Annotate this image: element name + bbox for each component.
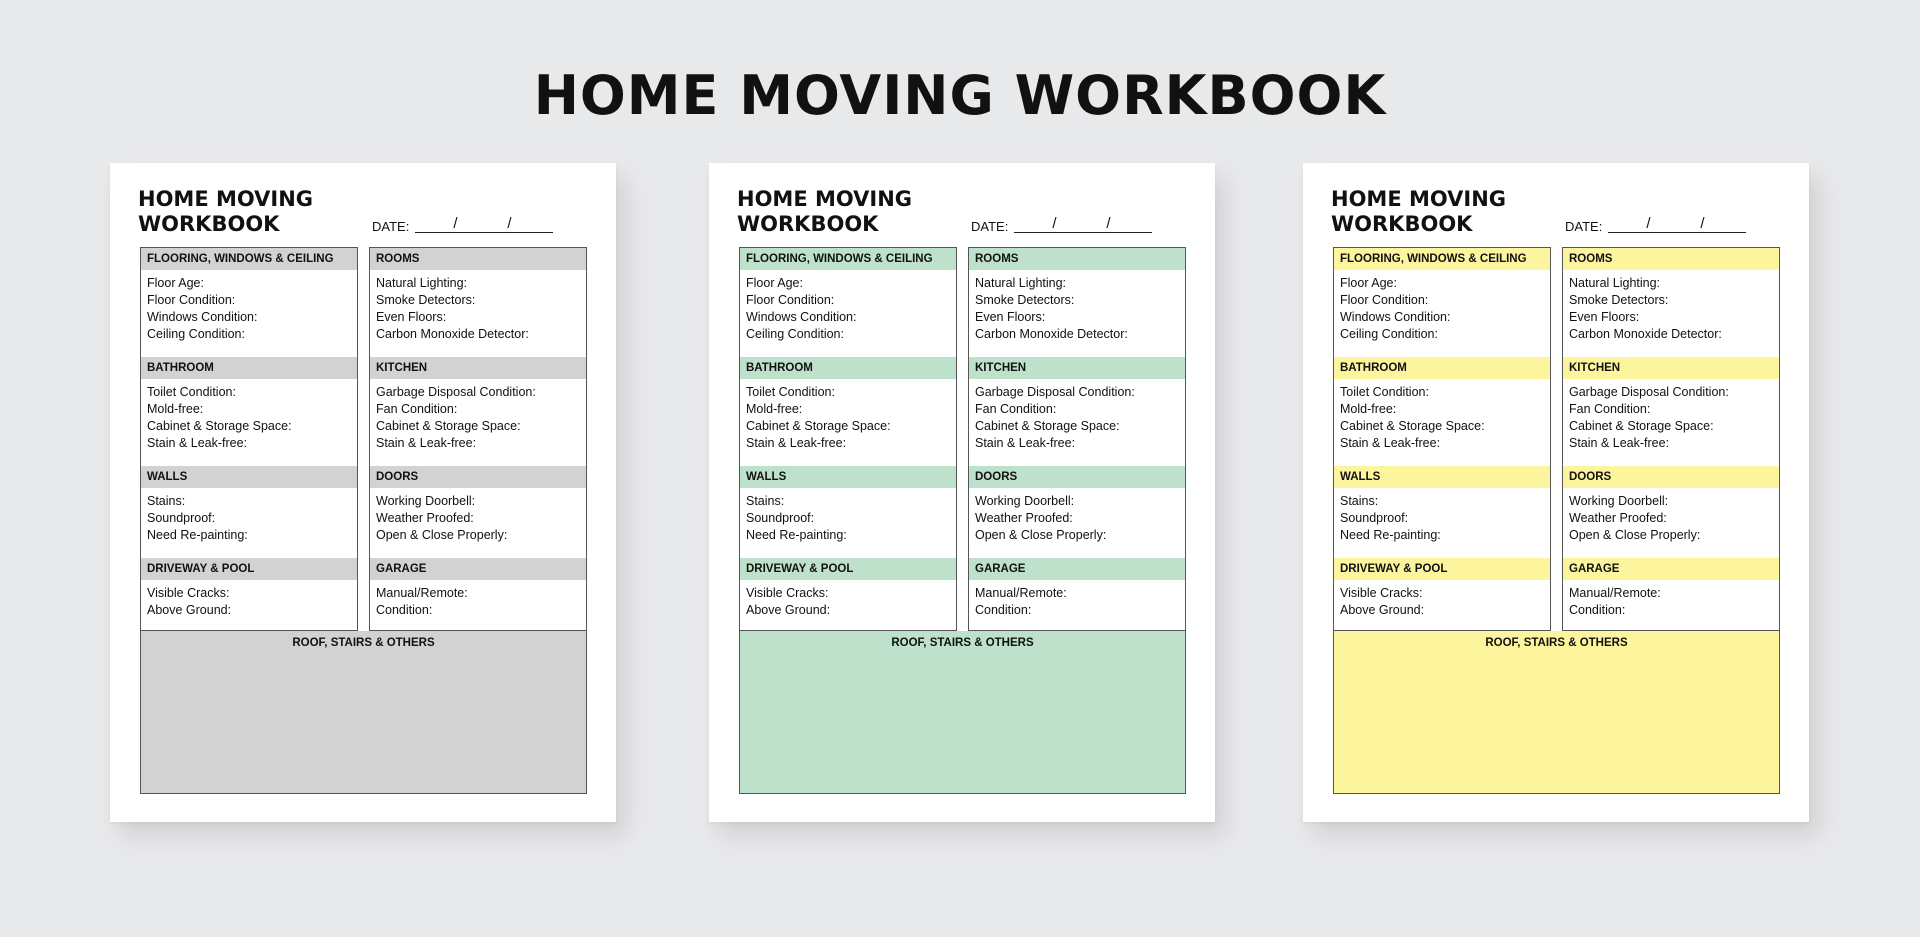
checklist-item[interactable]: Stains: xyxy=(746,494,785,508)
checklist-item[interactable]: Cabinet & Storage Space: xyxy=(147,419,292,433)
checklist-item[interactable]: Windows Condition: xyxy=(147,310,258,324)
checklist-section xyxy=(141,248,357,357)
section-heading: FLOORING, WINDOWS & CEILING xyxy=(740,248,956,270)
section-heading: GARAGE xyxy=(1563,558,1779,580)
section-items xyxy=(141,270,357,357)
section-heading: DOORS xyxy=(370,466,586,488)
section-heading: FLOORING, WINDOWS & CEILING xyxy=(1334,248,1550,270)
checklist-item[interactable]: Carbon Monoxide Detector: xyxy=(975,327,1128,341)
checklist-item[interactable]: Stain & Leak-free: xyxy=(376,436,477,450)
checklist-item[interactable]: Natural Lighting: xyxy=(376,276,468,290)
section-heading: DRIVEWAY & POOL xyxy=(1334,558,1550,580)
section-items xyxy=(1563,379,1779,466)
date-separator: / xyxy=(1646,215,1651,232)
checklist-item[interactable]: Toilet Condition: xyxy=(746,385,835,399)
checklist-grid xyxy=(1333,247,1780,794)
checklist-section xyxy=(1563,357,1779,466)
section-items xyxy=(370,488,586,558)
checklist-item[interactable]: Visible Cracks: xyxy=(746,586,829,600)
section-heading: ROOMS xyxy=(370,248,586,270)
page-title-line1: HOME MOVING xyxy=(737,187,913,211)
date-field[interactable] xyxy=(1565,215,1746,234)
checklist-item[interactable]: Fan Condition: xyxy=(975,402,1057,416)
section-heading: KITCHEN xyxy=(370,357,586,379)
checklist-column-left xyxy=(739,247,957,631)
section-items xyxy=(1334,580,1550,630)
page-title xyxy=(737,187,957,237)
checklist-item[interactable]: Natural Lighting: xyxy=(1569,276,1661,290)
roof-label: ROOF, STAIRS & OTHERS xyxy=(891,637,1034,649)
section-heading: BATHROOM xyxy=(141,357,357,379)
page-title xyxy=(1331,187,1551,237)
date-label: DATE: xyxy=(971,219,1009,234)
checklist-item[interactable]: Windows Condition: xyxy=(1340,310,1451,324)
checklist-item[interactable]: Floor Condition: xyxy=(746,293,835,307)
date-separator: / xyxy=(1052,215,1057,232)
checklist-item[interactable]: Windows Condition: xyxy=(746,310,857,324)
section-items xyxy=(370,379,586,466)
section-items xyxy=(740,270,956,357)
checklist-item[interactable]: Working Doorbell: xyxy=(1569,494,1669,508)
checklist-section xyxy=(141,357,357,466)
section-heading: KITCHEN xyxy=(1563,357,1779,379)
section-items xyxy=(969,580,1185,630)
date-field[interactable] xyxy=(971,215,1152,234)
checklist-item[interactable]: Even Floors: xyxy=(376,310,447,324)
checklist-item[interactable]: Weather Proofed: xyxy=(1569,511,1667,525)
checklist-section xyxy=(969,248,1185,357)
page-title-line2: WORKBOOK xyxy=(737,212,879,236)
checklist-item[interactable]: Smoke Detectors: xyxy=(975,293,1075,307)
worksheet-page-gray xyxy=(110,163,616,822)
roof-label: ROOF, STAIRS & OTHERS xyxy=(292,637,435,649)
section-items xyxy=(1563,488,1779,558)
checklist-item[interactable]: Toilet Condition: xyxy=(147,385,236,399)
section-heading: BATHROOM xyxy=(1334,357,1550,379)
checklist-section xyxy=(1563,248,1779,357)
section-items xyxy=(370,580,586,630)
checklist-item[interactable]: Manual/Remote: xyxy=(1569,586,1661,600)
section-heading: DRIVEWAY & POOL xyxy=(141,558,357,580)
checklist-section xyxy=(370,466,586,558)
checklist-item[interactable]: Stain & Leak-free: xyxy=(975,436,1076,450)
checklist-section xyxy=(740,248,956,357)
checklist-item[interactable]: Even Floors: xyxy=(1569,310,1640,324)
worksheet-page-yellow xyxy=(1303,163,1809,822)
page-title-line1: HOME MOVING xyxy=(138,187,314,211)
checklist-item[interactable]: Condition: xyxy=(1569,603,1626,617)
checklist-item[interactable]: Ceiling Condition: xyxy=(1340,327,1438,341)
checklist-item[interactable]: Weather Proofed: xyxy=(975,511,1073,525)
page-header xyxy=(1331,187,1781,239)
checklist-section xyxy=(370,248,586,357)
checklist-item[interactable]: Above Ground: xyxy=(1340,603,1425,617)
date-line[interactable] xyxy=(1014,215,1152,233)
checklist-section xyxy=(370,357,586,466)
checklist-item[interactable]: Weather Proofed: xyxy=(376,511,474,525)
section-items xyxy=(141,488,357,558)
checklist-section xyxy=(1334,558,1550,630)
section-heading: WALLS xyxy=(1334,466,1550,488)
section-heading: BATHROOM xyxy=(740,357,956,379)
date-line[interactable] xyxy=(1608,215,1746,233)
section-items xyxy=(969,379,1185,466)
checklist-section xyxy=(370,558,586,630)
checklist-item[interactable]: Floor Age: xyxy=(746,276,803,290)
checklist-section xyxy=(1563,466,1779,558)
section-heading: ROOMS xyxy=(1563,248,1779,270)
date-separator: / xyxy=(1700,215,1705,232)
checklist-item[interactable]: Toilet Condition: xyxy=(1340,385,1429,399)
checklist-item[interactable]: Working Doorbell: xyxy=(376,494,476,508)
checklist-item[interactable]: Mold-free: xyxy=(746,402,803,416)
checklist-item[interactable]: Visible Cracks: xyxy=(147,586,230,600)
checklist-item[interactable]: Stain & Leak-free: xyxy=(1340,436,1441,450)
checklist-section xyxy=(1334,357,1550,466)
date-field[interactable] xyxy=(372,215,553,234)
checklist-section xyxy=(969,466,1185,558)
checklist-column-left xyxy=(140,247,358,631)
checklist-section xyxy=(740,466,956,558)
checklist-item[interactable]: Manual/Remote: xyxy=(975,586,1067,600)
checklist-item[interactable]: Stain & Leak-free: xyxy=(147,436,248,450)
page-title-line2: WORKBOOK xyxy=(1331,212,1473,236)
date-separator: / xyxy=(507,215,512,232)
section-heading: ROOMS xyxy=(969,248,1185,270)
checklist-item[interactable]: Even Floors: xyxy=(975,310,1046,324)
checklist-item[interactable]: Floor Age: xyxy=(147,276,204,290)
checklist-item[interactable]: Garbage Disposal Condition: xyxy=(975,385,1135,399)
checklist-section xyxy=(1334,248,1550,357)
checklist-item[interactable]: Above Ground: xyxy=(147,603,232,617)
section-heading: GARAGE xyxy=(969,558,1185,580)
section-items xyxy=(1334,379,1550,466)
checklist-item[interactable]: Cabinet & Storage Space: xyxy=(376,419,521,433)
page-title-line2: WORKBOOK xyxy=(138,212,280,236)
checklist-section xyxy=(1334,466,1550,558)
checklist-item[interactable]: Open & Close Properly: xyxy=(376,528,508,542)
checklist-item[interactable]: Stains: xyxy=(147,494,186,508)
main-title: HOME MOVING WORKBOOK xyxy=(533,64,1387,127)
checklist-item[interactable]: Natural Lighting: xyxy=(975,276,1067,290)
checklist-item[interactable]: Carbon Monoxide Detector: xyxy=(1569,327,1722,341)
section-heading: DOORS xyxy=(969,466,1185,488)
roof-stairs-others-box[interactable] xyxy=(739,631,1186,794)
checklist-item[interactable]: Open & Close Properly: xyxy=(975,528,1107,542)
section-items xyxy=(740,580,956,630)
worksheet-page-green xyxy=(709,163,1215,822)
checklist-item[interactable]: Soundproof: xyxy=(746,511,815,525)
date-label: DATE: xyxy=(372,219,410,234)
checklist-column-right xyxy=(968,247,1186,631)
section-items xyxy=(1563,270,1779,357)
checklist-item[interactable]: Cabinet & Storage Space: xyxy=(1340,419,1485,433)
page-title xyxy=(138,187,358,237)
section-items xyxy=(969,270,1185,357)
checklist-grid xyxy=(140,247,587,794)
section-heading: GARAGE xyxy=(370,558,586,580)
checklist-item[interactable]: Ceiling Condition: xyxy=(746,327,844,341)
date-separator: / xyxy=(1106,215,1111,232)
checklist-section xyxy=(141,466,357,558)
checklist-section xyxy=(740,558,956,630)
date-line[interactable] xyxy=(415,215,553,233)
checklist-item[interactable]: Condition: xyxy=(975,603,1032,617)
checklist-section xyxy=(969,357,1185,466)
roof-stairs-others-box[interactable] xyxy=(1333,631,1780,794)
checklist-item[interactable]: Open & Close Properly: xyxy=(1569,528,1701,542)
section-items xyxy=(1334,488,1550,558)
checklist-section xyxy=(141,558,357,630)
section-heading: WALLS xyxy=(141,466,357,488)
checklist-item[interactable]: Need Re-painting: xyxy=(1340,528,1441,542)
page-header xyxy=(138,187,588,239)
checklist-item[interactable]: Cabinet & Storage Space: xyxy=(975,419,1120,433)
checklist-item[interactable]: Need Re-painting: xyxy=(147,528,248,542)
section-heading: DOORS xyxy=(1563,466,1779,488)
checklist-item[interactable]: Soundproof: xyxy=(147,511,216,525)
checklist-item[interactable]: Garbage Disposal Condition: xyxy=(376,385,536,399)
checklist-item[interactable]: Fan Condition: xyxy=(1569,402,1651,416)
section-items xyxy=(740,488,956,558)
checklist-item[interactable]: Fan Condition: xyxy=(376,402,458,416)
checklist-item[interactable]: Mold-free: xyxy=(147,402,204,416)
checklist-item[interactable]: Carbon Monoxide Detector: xyxy=(376,327,529,341)
page-header xyxy=(737,187,1187,239)
checklist-item[interactable]: Manual/Remote: xyxy=(376,586,468,600)
date-separator: / xyxy=(453,215,458,232)
checklist-item[interactable]: Floor Age: xyxy=(1340,276,1397,290)
checklist-item[interactable]: Condition: xyxy=(376,603,433,617)
roof-label: ROOF, STAIRS & OTHERS xyxy=(1485,637,1628,649)
checklist-column-left xyxy=(1333,247,1551,631)
checklist-item[interactable]: Stain & Leak-free: xyxy=(746,436,847,450)
date-label: DATE: xyxy=(1565,219,1603,234)
checklist-item[interactable]: Smoke Detectors: xyxy=(1569,293,1669,307)
checklist-item[interactable]: Stain & Leak-free: xyxy=(1569,436,1670,450)
section-heading: KITCHEN xyxy=(969,357,1185,379)
checklist-item[interactable]: Stains: xyxy=(1340,494,1379,508)
checklist-item[interactable]: Cabinet & Storage Space: xyxy=(1569,419,1714,433)
roof-stairs-others-box[interactable] xyxy=(140,631,587,794)
checklist-item[interactable]: Visible Cracks: xyxy=(1340,586,1423,600)
checklist-item[interactable]: Soundproof: xyxy=(1340,511,1409,525)
section-items xyxy=(370,270,586,357)
checklist-item[interactable]: Ceiling Condition: xyxy=(147,327,245,341)
section-items xyxy=(141,580,357,630)
checklist-item[interactable]: Above Ground: xyxy=(746,603,831,617)
section-items xyxy=(1563,580,1779,630)
checklist-item[interactable]: Smoke Detectors: xyxy=(376,293,476,307)
checklist-section xyxy=(740,357,956,466)
section-heading: DRIVEWAY & POOL xyxy=(740,558,956,580)
checklist-item[interactable]: Working Doorbell: xyxy=(975,494,1075,508)
checklist-column-right xyxy=(1562,247,1780,631)
checklist-item[interactable]: Cabinet & Storage Space: xyxy=(746,419,891,433)
checklist-item[interactable]: Mold-free: xyxy=(1340,402,1397,416)
checklist-item[interactable]: Floor Condition: xyxy=(1340,293,1429,307)
checklist-section xyxy=(969,558,1185,630)
checklist-section xyxy=(1563,558,1779,630)
section-heading: FLOORING, WINDOWS & CEILING xyxy=(141,248,357,270)
checklist-grid xyxy=(739,247,1186,794)
checklist-item[interactable]: Floor Condition: xyxy=(147,293,236,307)
checklist-item[interactable]: Garbage Disposal Condition: xyxy=(1569,385,1729,399)
page-title-line1: HOME MOVING xyxy=(1331,187,1507,211)
section-heading: WALLS xyxy=(740,466,956,488)
checklist-item[interactable]: Need Re-painting: xyxy=(746,528,847,542)
section-items xyxy=(1334,270,1550,357)
section-items xyxy=(141,379,357,466)
section-items xyxy=(740,379,956,466)
section-items xyxy=(969,488,1185,558)
checklist-column-right xyxy=(369,247,587,631)
